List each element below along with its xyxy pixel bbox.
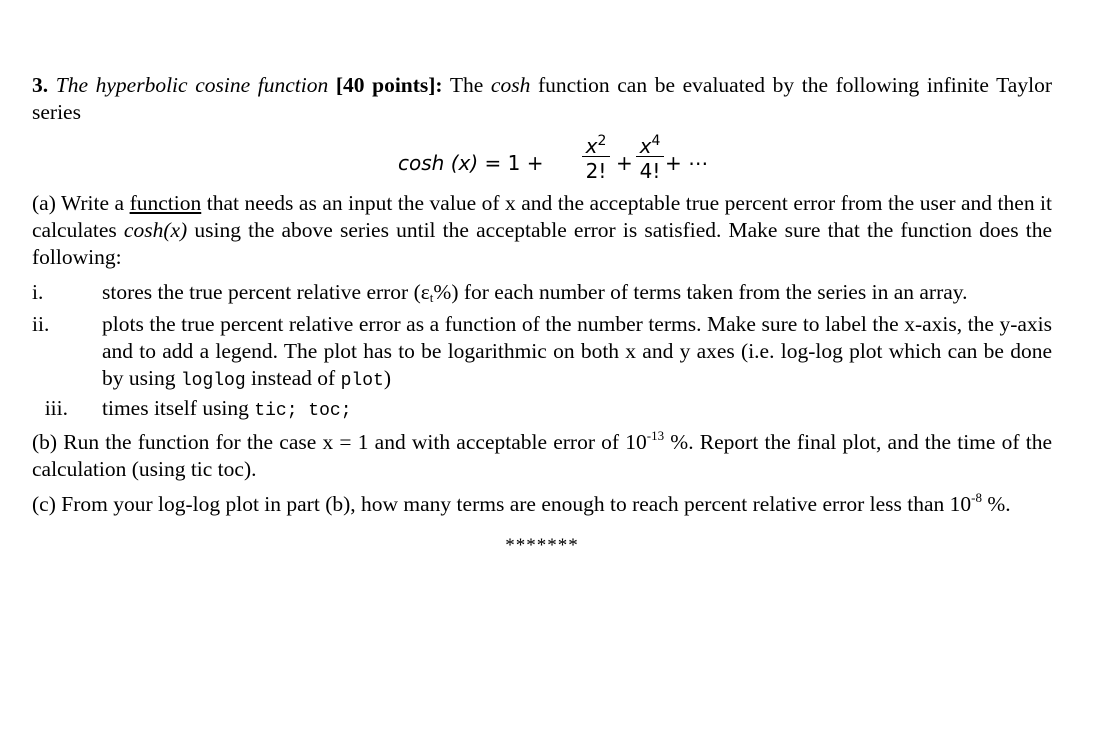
list-item-numeral: i. [32, 280, 44, 304]
item-2-pre: plots the true percent relative error as a function of the number terms. Make sure to label the x-axis, the y-axis and to add a legend. The plot has to be logarithmic on both x and y axes (i.e. log-log plot which can be done by using [102, 312, 1052, 390]
part-b-text [32, 429, 1052, 483]
equation-tail: + ⋯ [665, 151, 709, 175]
equation-plus: + [616, 151, 633, 175]
question-heading [32, 72, 1052, 126]
part-a-text [32, 190, 1052, 271]
part-a-text-2: that needs as an input the value of x and the acceptable true percent error from the user and then it calculates [32, 191, 1053, 242]
question-title: The hyperbolic cosine function [55, 73, 329, 97]
code-loglog: loglog [180, 371, 246, 391]
term1-base: x [585, 134, 598, 158]
question-number: 3. [32, 73, 49, 97]
taylor-series-equation [32, 128, 1052, 190]
problem-page [32, 72, 1052, 559]
list-item-numeral: iii. [44, 396, 68, 420]
code-tic-toc: tic; toc; [254, 401, 352, 421]
fraction-term-1 [582, 128, 610, 183]
equation-fn: cosh [398, 151, 445, 175]
intro-post: function can be evaluated by the following infinite Taylor series [32, 73, 1052, 124]
item-2-post: ) [383, 366, 391, 390]
equation-lhs [398, 150, 543, 177]
part-c-exponent: -8 [971, 490, 982, 505]
term2-den: 4! [639, 159, 661, 183]
requirements-list [32, 279, 1052, 425]
function-link[interactable]: function [129, 191, 202, 215]
term1-exp: 2 [597, 133, 607, 149]
item-1-post: %) for each number of terms taken from the series in an array. [433, 280, 968, 304]
part-a-text-1: (a) Write a [32, 191, 125, 215]
term1-den: 2! [585, 159, 607, 183]
list-item [32, 311, 1052, 395]
part-b-post: %. Report the final plot, and the time of the calculation (using tic toc). [32, 430, 1052, 481]
code-plot: plot [340, 371, 384, 391]
part-a-text-3: using the above series until the acceptable error is satisfied. Make sure that the function does the following: [32, 218, 1053, 269]
part-b-exponent: -13 [646, 428, 665, 443]
item-1-pre: stores the true percent relative error (ε [102, 280, 430, 304]
item-1-sub: t [429, 290, 434, 305]
list-item [32, 395, 1052, 425]
fraction-term-2 [636, 128, 664, 183]
part-b-pre: (b) Run the function for the case x = 1 and with acceptable error of 10 [32, 430, 647, 454]
list-item-numeral: ii. [32, 312, 50, 336]
term2-exp: 4 [651, 133, 661, 149]
item-2-mid: instead of [251, 366, 336, 390]
equation-equals-one: = 1 + [484, 151, 544, 175]
term2-base: x [639, 134, 652, 158]
question-points: [40 points]: [335, 73, 443, 97]
item-3-pre: times itself using [102, 396, 249, 420]
part-a-cosh-x: cosh(x) [123, 218, 188, 242]
part-c-text [32, 491, 1052, 518]
part-c-pre: (c) From your log-log plot in part (b), how many terms are enough to reach percent relative error less than 10 [32, 492, 972, 516]
intro-fn-name: cosh [490, 73, 531, 97]
equation-arg: (x) [450, 151, 479, 175]
list-item [32, 279, 1052, 311]
part-c-post: %. [981, 492, 1011, 516]
intro-pre: The [449, 73, 484, 97]
separator: ******* [505, 535, 579, 556]
